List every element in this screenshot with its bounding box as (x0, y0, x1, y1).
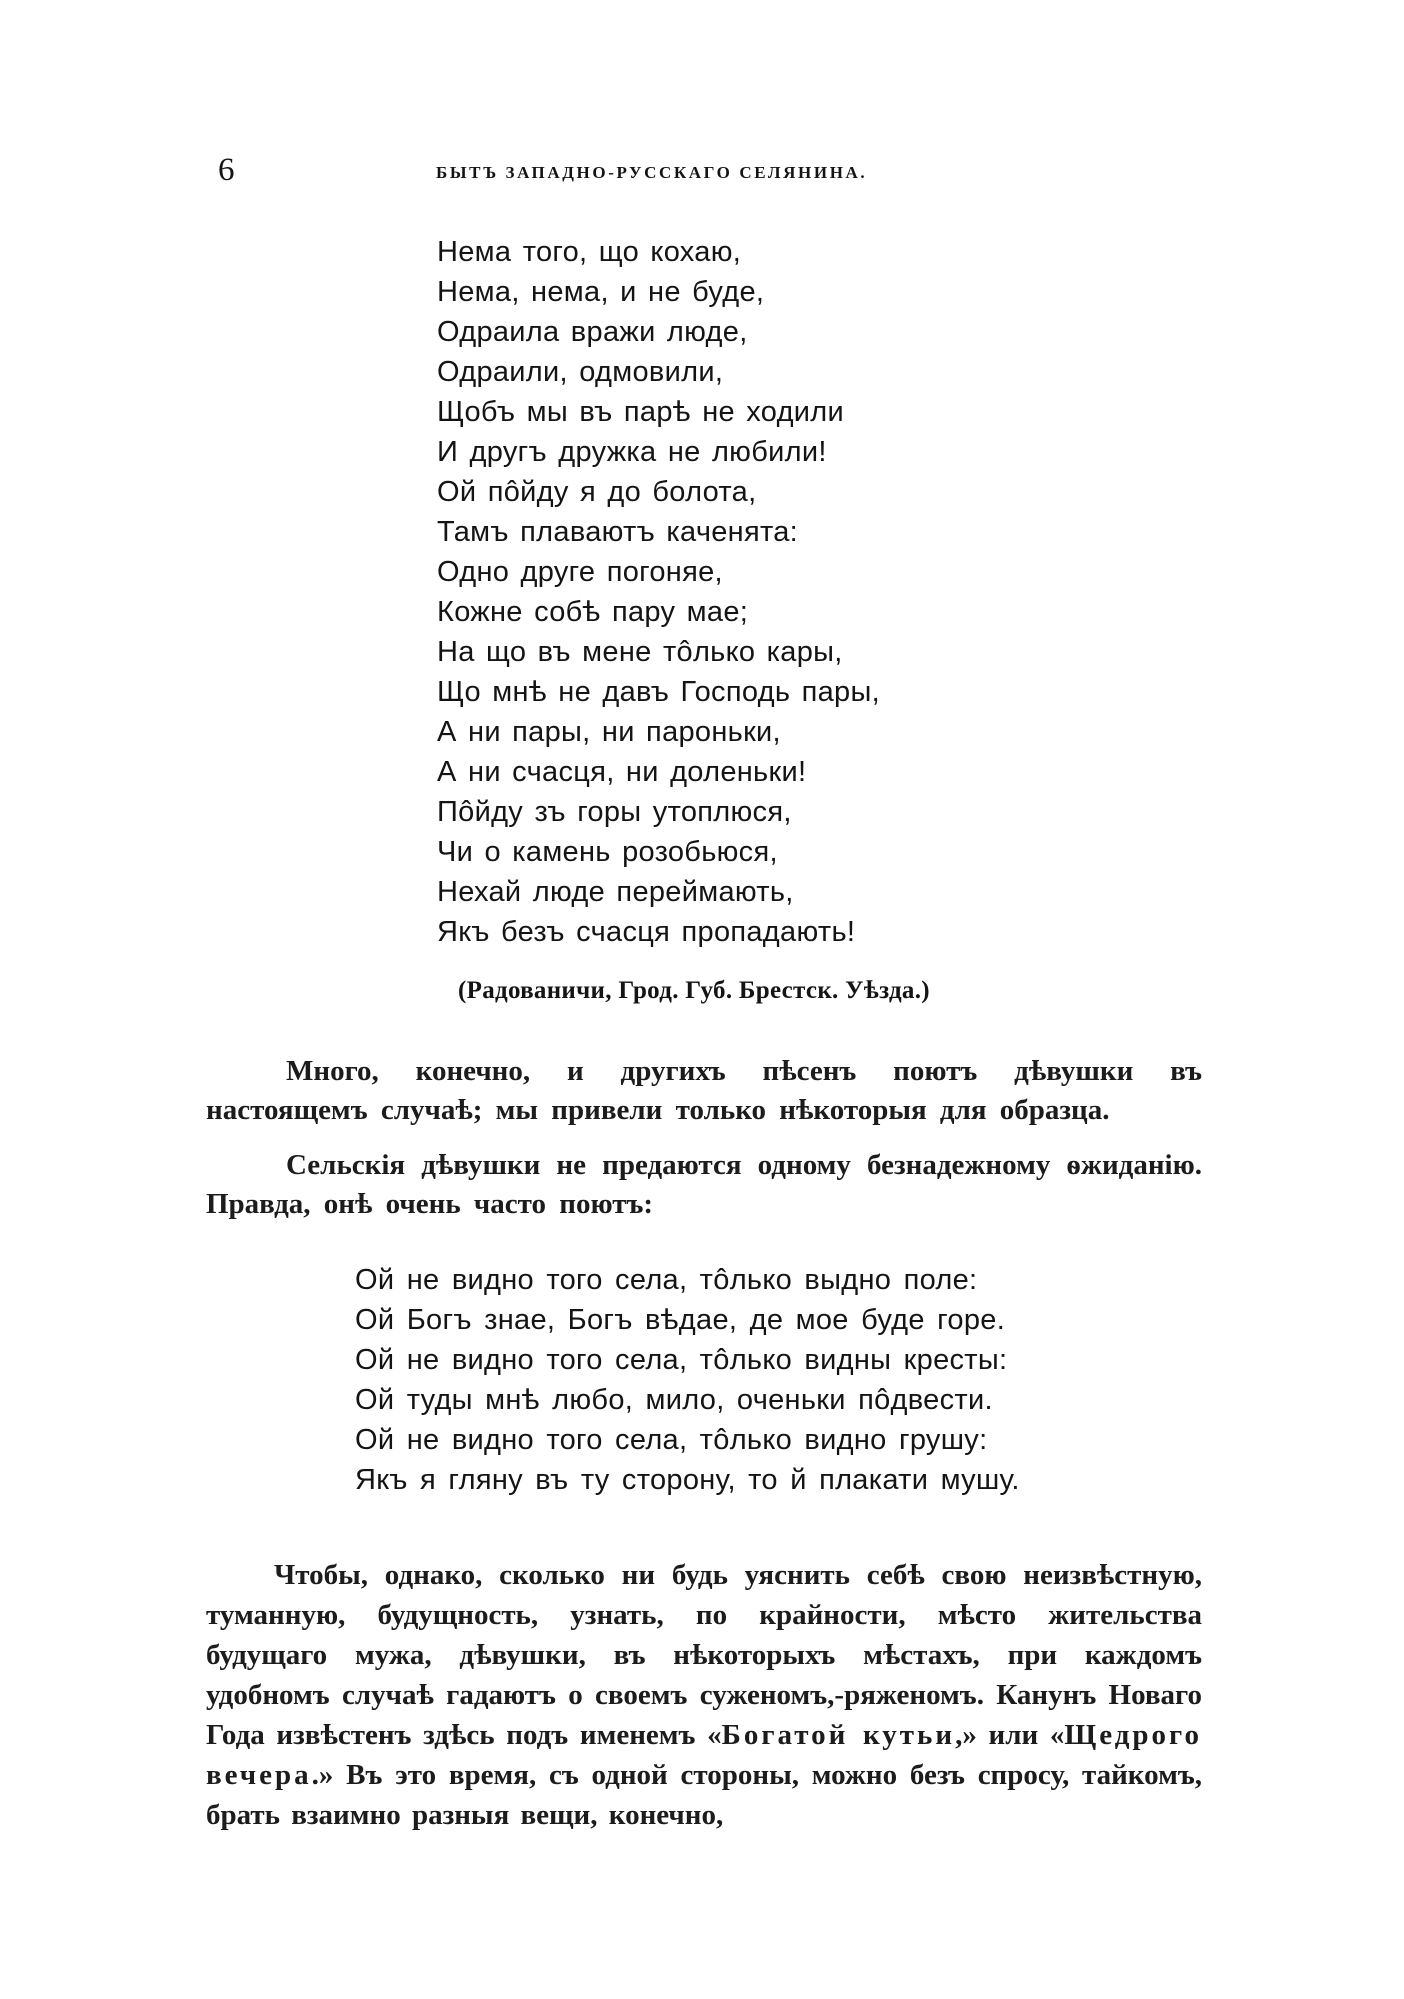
verse-line: Ой не видно того села, тôлько выдно поле: (355, 1264, 978, 1296)
verse-line: Якъ безъ счасця пропадають! (437, 916, 856, 948)
running-title: БЫТЪ ЗАПАДНО-РУССКАГО СЕЛЯНИНА. (436, 163, 868, 182)
verse-line: Якъ я гляну въ ту сторону, то й плакати мушу. (355, 1464, 1020, 1496)
paragraph-text: ,» или « (955, 1719, 1065, 1751)
song-verse-1 (437, 232, 880, 952)
verse-line: Нехай люде переймають, (437, 876, 794, 908)
spaced-term: Щедрого вечера (206, 1719, 1202, 1791)
paragraph-text: Чтобы, однако, сколько ни будь уяснить себѣ свою неизвѣстную, туманную, будущность, узнать, по крайности, мѣсто жительства будущаго мужа, дѣвушки, въ нѣкоторыхъ мѣстахъ, при каждомъ удобномъ случаѣ гадаютъ о своемъ суженомъ,-ряженомъ. Канунъ Новаго Года извѣстенъ здѣсь подъ именемъ « (206, 1559, 1202, 1751)
verse-line: Одраили, одмовили, (437, 356, 724, 388)
verse-line: Щобъ мы въ парѣ не ходили (437, 396, 845, 428)
verse-line: Нема, нема, и не буде, (437, 276, 765, 308)
paragraph-village-girls: Сельскія дѣвушки не предаются одному безнадежному ѳжиданію. Правда, онѣ очень часто поютъ: (206, 1149, 1202, 1220)
verse-line: Що мнѣ не давъ Господь пары, (437, 676, 880, 708)
verse-line: Одраила вражи люде, (437, 316, 748, 348)
running-head (218, 152, 1178, 192)
verse-line: Одно друге погоняе, (437, 556, 723, 588)
verse-line: А ни счасця, ни доленьки! (437, 756, 807, 788)
verse-line: Тамъ плаваютъ каченята: (437, 516, 799, 548)
verse-line: Пôйду зъ горы утоплюся, (437, 796, 792, 828)
paragraph-other-songs: Много, конечно, и другихъ пѣсенъ поютъ дѣвушки въ настоящемъ случаѣ; мы привели только нѣкоторыя для образца. (206, 1055, 1202, 1126)
verse-line: Чи о камень розобьюся, (437, 836, 778, 868)
verse-line: А ни пары, ни пароньки, (437, 716, 781, 748)
verse-line: Нема того, що кохаю, (437, 236, 742, 268)
song-verse-2 (355, 1260, 1020, 1500)
source-attribution: (Радованичи, Грод. Губ. Брестск. Уѣзда.) (458, 977, 930, 1004)
verse-line: И другъ дружка не любили! (437, 436, 827, 468)
page-number: 6 (218, 152, 235, 188)
verse-line: Ой туды мнѣ любо, мило, оченьки пôдвести. (355, 1384, 993, 1416)
verse-line: Ой не видно того села, тôлько видно грушу: (355, 1424, 988, 1456)
paragraph-fortune-telling (206, 1555, 1202, 1835)
verse-line: На що въ мене тôлько кары, (437, 636, 843, 668)
verse-line: Кожне собѣ пару мае; (437, 596, 749, 628)
verse-line: Ой Богъ знае, Богъ вѣдае, де мое буде горе. (355, 1304, 1006, 1336)
verse-line: Ой не видно того села, тôлько видны кресты: (355, 1344, 1008, 1376)
paragraph-text: .» Въ это время, съ одной стороны, можно безъ спросу, тайкомъ, брать взаимно разныя вещи, конечно, (206, 1759, 1202, 1831)
verse-line: Ой пôйду я до болота, (437, 476, 757, 508)
spaced-term: Богатой кутьи (721, 1719, 956, 1751)
